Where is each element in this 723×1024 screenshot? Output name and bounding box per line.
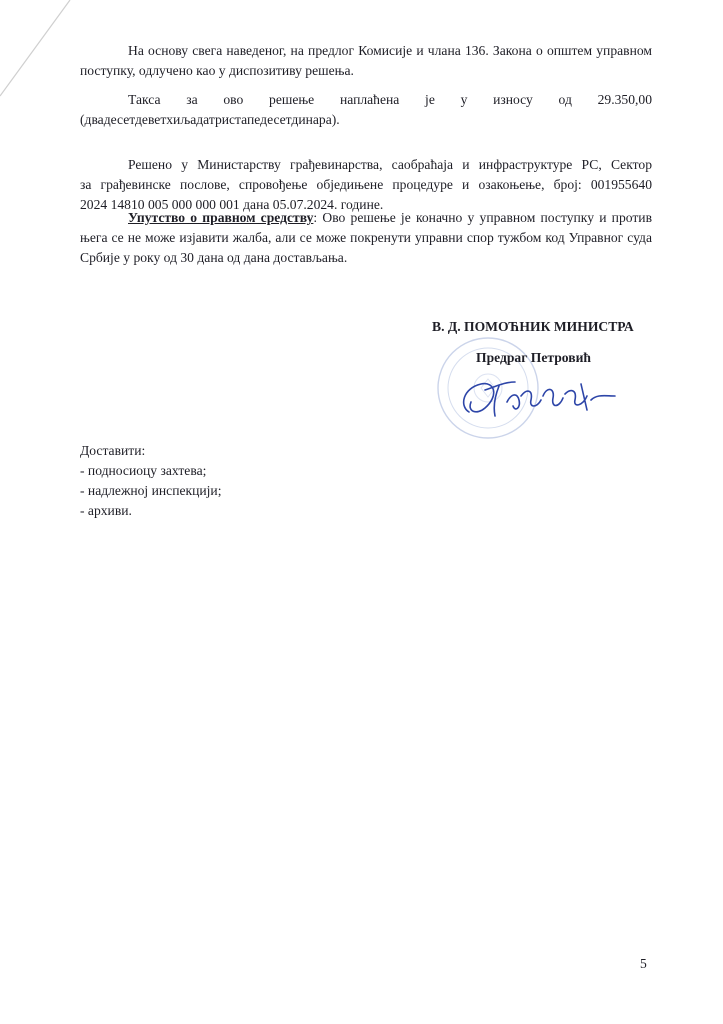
fee-paragraph (80, 90, 652, 130)
delivery-list (80, 441, 221, 521)
legal-remedy-text: Ово решење је коначно у управном поступку и против њега се не може изјавити жалба, али се може покренути управни спор тужбом код Управног суда Србије у року од 30 дана од дана достављања. (80, 210, 653, 265)
signatory-title: В. Д. ПОМОЋНИК МИНИСТРА (432, 319, 634, 334)
scan-edge-mark (0, 0, 80, 100)
delivery-item: - надлежној инспекцији; (80, 483, 222, 498)
issued-line-1: Решено у Министарству грађевинарства, саобраћаја и инфраструктуре РС, Сектор (128, 157, 652, 172)
delivery-heading: Доставити: (80, 443, 146, 458)
issued-line-2: за грађевинске послове, спровођење обједињене процедуре и озакоњење, број: 001955640 (80, 177, 652, 192)
delivery-item: - подносиоцу захтева; (80, 463, 207, 478)
handwritten-signature-icon (455, 366, 625, 426)
delivery-item: - архиви. (80, 503, 132, 518)
page-number: 5 (640, 956, 647, 971)
issued-line-3: 2024 14810 005 000 000 001 дана 05.07.2024. године. (80, 197, 384, 212)
decision-text: На основу свега наведеног, на предлог Комисије и члана 136. Закона о општем управном поступку, одлучено као у диспозитиву решења. (80, 43, 652, 78)
fee-line-1: Такса за ово решење наплаћена је у износу од 29.350,00 (128, 92, 652, 107)
fee-line-2: (двадесетдеветхиљадатристапедесетдинара). (80, 112, 340, 127)
issued-paragraph (80, 155, 652, 215)
legal-remedy-colon: : (313, 210, 318, 225)
signatory-name: Предраг Петровић (476, 350, 591, 365)
legal-remedy-paragraph (80, 208, 652, 268)
decision-paragraph (80, 41, 652, 81)
legal-remedy-label: Упутство о правном средству (128, 210, 314, 225)
